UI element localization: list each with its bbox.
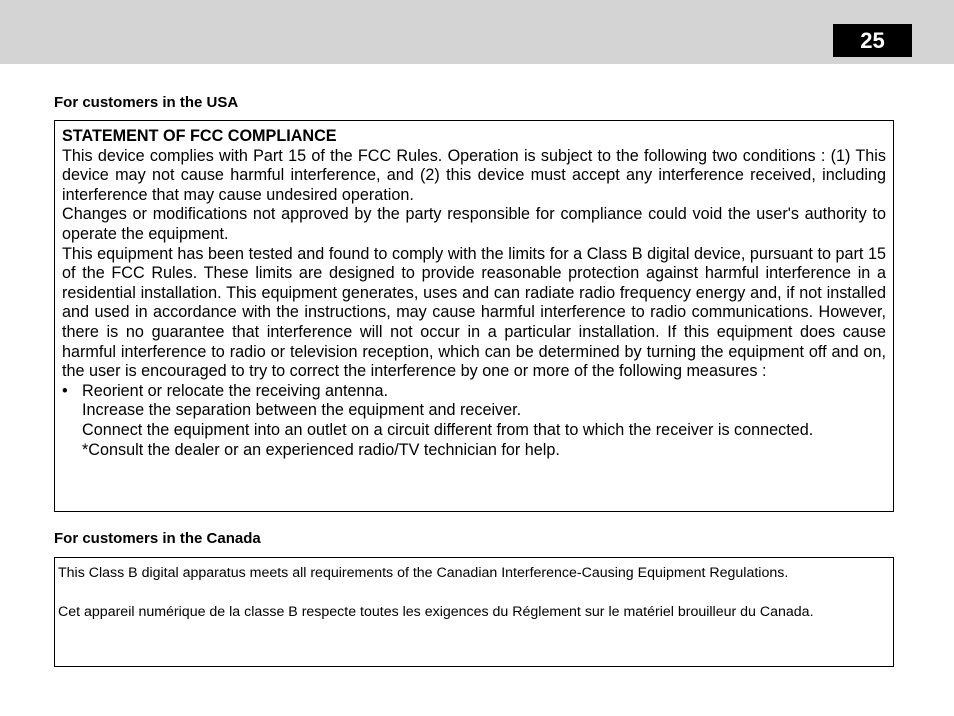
fcc-statement-title: STATEMENT OF FCC COMPLIANCE <box>62 127 337 145</box>
usa-section-heading: For customers in the USA <box>54 94 239 111</box>
bullet-icon: • <box>62 381 68 400</box>
canada-section-heading: For customers in the Canada <box>54 530 261 547</box>
measure-item: Reorient or relocate the receiving antenna. <box>82 381 388 400</box>
fcc-statement-box <box>54 120 894 512</box>
fcc-paragraph-modifications: Changes or modifications not approved by the party responsible for compliance could void the user's authority to operate the equipment. <box>62 205 886 243</box>
fcc-paragraph-conditions: This device complies with Part 15 of the FCC Rules. Operation is subject to the following two conditions : (1) This device may not cause harmful interference, and (2) this device must accept any interference received, including interference that may cause undesired operation. <box>62 146 886 204</box>
canada-statement-french: Cet appareil numérique de la classe B respecte toutes les exigences du Réglement sur le matériel brouilleur du Canada. <box>58 604 814 620</box>
measure-item: *Consult the dealer or an experienced radio/TV technician for help. <box>82 440 560 459</box>
canada-statement-english: This Class B digital apparatus meets all requirements of the Canadian Interference-Causing Equipment Regulations. <box>58 565 789 581</box>
measure-item: Increase the separation between the equipment and receiver. <box>82 401 522 420</box>
page-number: 25 <box>833 24 912 57</box>
paragraph-spacer <box>58 583 890 602</box>
canada-statement-box <box>54 557 894 667</box>
header-band <box>0 0 954 64</box>
measures-list <box>62 382 886 460</box>
measure-item: Connect the equipment into an outlet on a circuit different from that to which the receiver is connected. <box>82 420 814 439</box>
fcc-paragraph-class-b: This equipment has been tested and found to comply with the limits for a Class B digital device, pursuant to part 15 of the FCC Rules. These limits are designed to provide reasonable protection against harmful interference in a residential installation. This equipment generates, uses and can radiate radio frequency energy and, if not installed and used in accordance with the instructions, may cause harmful interference to radio communications. However, there is no guarantee that interference will not occur in a particular installation. If this equipment does cause harmful interference to radio or television reception, which can be determined by turning the equipment off and on, the user is encouraged to try to correct the interference by one or more of the following measures : <box>62 244 886 381</box>
